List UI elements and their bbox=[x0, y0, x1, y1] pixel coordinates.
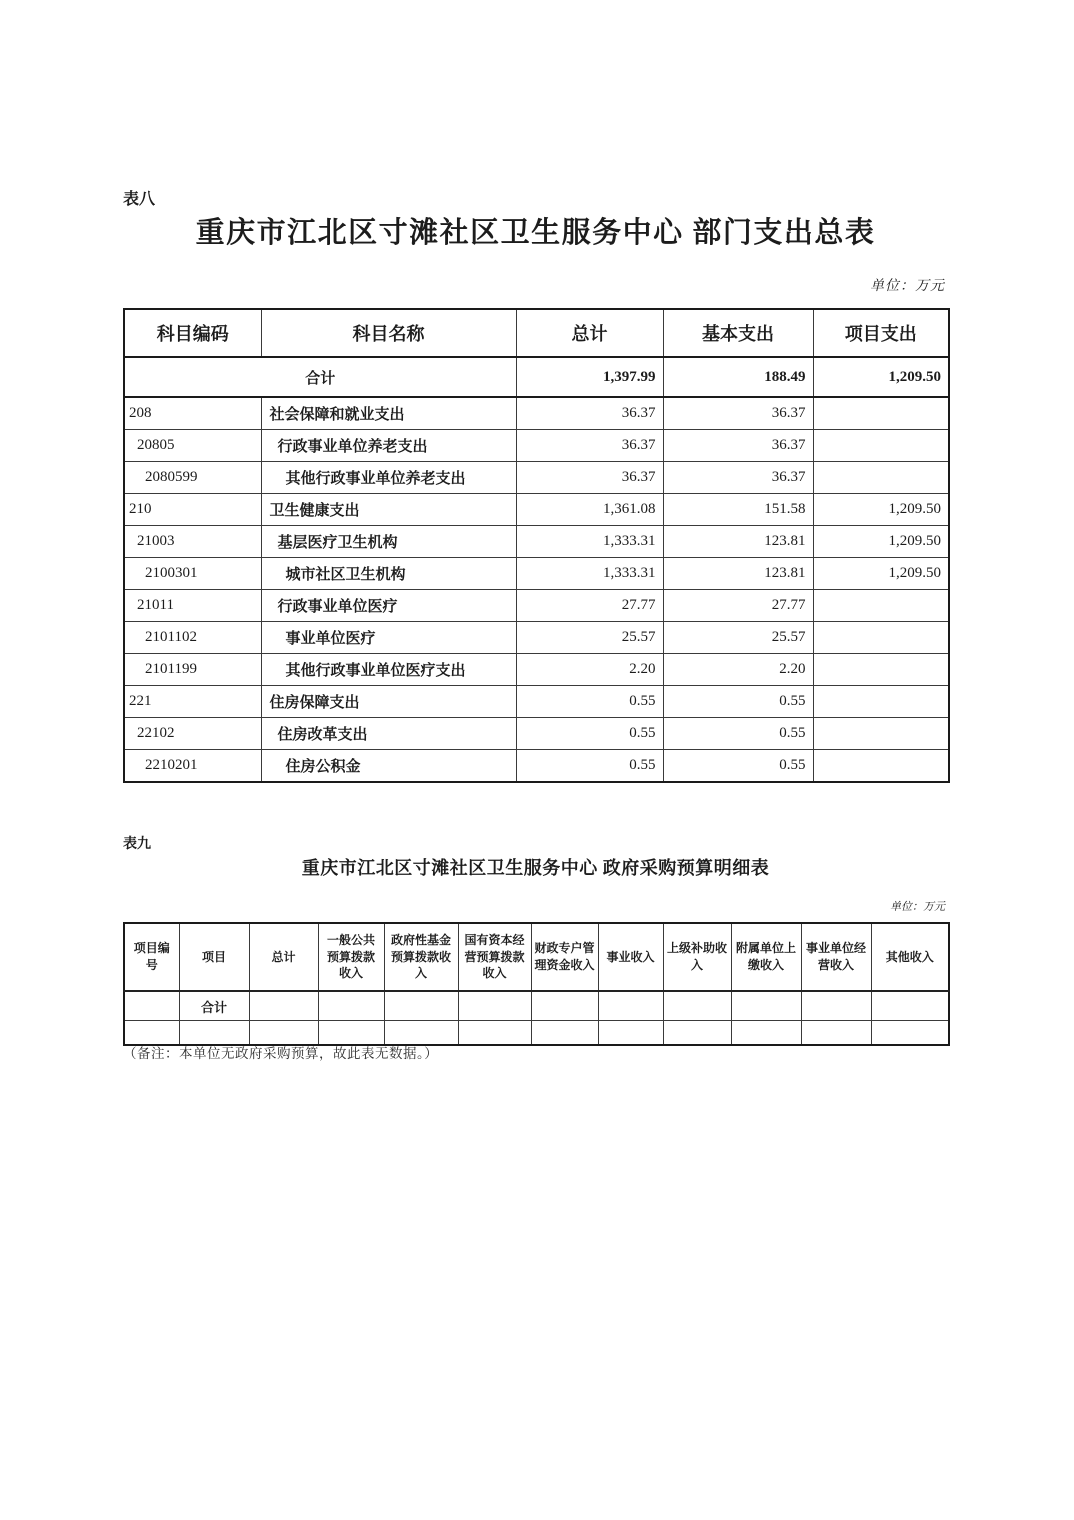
table8-unit-label: 单位：万元 bbox=[870, 279, 945, 294]
table9-column-header-2: 总计 bbox=[249, 923, 318, 991]
empty-cell bbox=[731, 991, 801, 1021]
subject-code-cell: 2210201 bbox=[124, 750, 261, 783]
table9-column-header-3: 一般公共预算拨款收入 bbox=[318, 923, 384, 991]
basic-value-cell: 151.58 bbox=[663, 494, 813, 526]
project-value-cell bbox=[813, 686, 949, 718]
subject-name-cell: 卫生健康支出 bbox=[261, 494, 516, 526]
project-value-cell: 1,209.50 bbox=[813, 558, 949, 590]
table-row bbox=[124, 654, 949, 686]
procurement-budget-table bbox=[123, 922, 950, 1046]
table9-column-header-7: 事业收入 bbox=[598, 923, 663, 991]
subject-name-cell: 住房保障支出 bbox=[261, 686, 516, 718]
footnote: （备注：本单位无政府采购预算，故此表无数据。） bbox=[123, 1046, 439, 1061]
table8-column-header-4: 项目支出 bbox=[813, 309, 949, 357]
table-row bbox=[124, 430, 949, 462]
table8-column-header-3: 基本支出 bbox=[663, 309, 813, 357]
basic-value-cell: 36.37 bbox=[663, 430, 813, 462]
table-row bbox=[124, 397, 949, 430]
table9-header-row bbox=[124, 923, 949, 991]
basic-value-cell: 25.57 bbox=[663, 622, 813, 654]
table9-column-header-8: 上级补助收入 bbox=[663, 923, 731, 991]
empty-cell bbox=[598, 1021, 663, 1046]
table9-total-label: 合计 bbox=[179, 991, 249, 1021]
table9-column-header-4: 政府性基金预算拨款收入 bbox=[384, 923, 458, 991]
table-row bbox=[124, 622, 949, 654]
table9-column-header-1: 项目 bbox=[179, 923, 249, 991]
project-value-cell bbox=[813, 397, 949, 430]
table-row bbox=[124, 494, 949, 526]
table9-column-header-11: 其他收入 bbox=[871, 923, 949, 991]
empty-cell bbox=[384, 991, 458, 1021]
subject-code-cell: 22102 bbox=[124, 718, 261, 750]
subject-code-cell: 2100301 bbox=[124, 558, 261, 590]
subject-name-cell: 住房公积金 bbox=[261, 750, 516, 783]
table8-column-header-0: 科目编码 bbox=[124, 309, 261, 357]
table8-total-basic: 188.49 bbox=[663, 357, 813, 397]
subject-name-cell: 其他行政事业单位养老支出 bbox=[261, 462, 516, 494]
empty-cell bbox=[801, 1021, 871, 1046]
subject-name-cell: 城市社区卫生机构 bbox=[261, 558, 516, 590]
expenditure-summary-table bbox=[123, 308, 950, 783]
empty-cell bbox=[458, 1021, 531, 1046]
table9-column-header-0: 项目编号 bbox=[124, 923, 179, 991]
project-value-cell bbox=[813, 718, 949, 750]
table-row bbox=[124, 526, 949, 558]
table8-total-total: 1,397.99 bbox=[516, 357, 663, 397]
table-row bbox=[124, 686, 949, 718]
total-value-cell: 25.57 bbox=[516, 622, 663, 654]
subject-code-cell: 21003 bbox=[124, 526, 261, 558]
table8-body bbox=[124, 397, 949, 782]
basic-value-cell: 36.37 bbox=[663, 462, 813, 494]
subject-code-cell: 20805 bbox=[124, 430, 261, 462]
subject-name-cell: 行政事业单位医疗 bbox=[261, 590, 516, 622]
table9-column-header-9: 附属单位上缴收入 bbox=[731, 923, 801, 991]
basic-value-cell: 0.55 bbox=[663, 718, 813, 750]
basic-value-cell: 36.37 bbox=[663, 397, 813, 430]
table8-column-header-2: 总计 bbox=[516, 309, 663, 357]
empty-cell bbox=[801, 991, 871, 1021]
empty-cell bbox=[124, 991, 179, 1021]
project-value-cell bbox=[813, 430, 949, 462]
empty-cell bbox=[663, 991, 731, 1021]
total-value-cell: 36.37 bbox=[516, 462, 663, 494]
project-value-cell bbox=[813, 750, 949, 783]
table9-title: 重庆市江北区寸滩社区卫生服务中心 政府采购预算明细表 bbox=[301, 858, 770, 878]
subject-name-cell: 行政事业单位养老支出 bbox=[261, 430, 516, 462]
table8-total-project: 1,209.50 bbox=[813, 357, 949, 397]
empty-cell bbox=[458, 991, 531, 1021]
total-value-cell: 36.37 bbox=[516, 430, 663, 462]
total-value-cell: 0.55 bbox=[516, 718, 663, 750]
basic-value-cell: 123.81 bbox=[663, 526, 813, 558]
total-value-cell: 0.55 bbox=[516, 686, 663, 718]
subject-code-cell: 2101102 bbox=[124, 622, 261, 654]
project-value-cell: 1,209.50 bbox=[813, 526, 949, 558]
basic-value-cell: 2.20 bbox=[663, 654, 813, 686]
empty-cell bbox=[249, 991, 318, 1021]
table9-column-header-5: 国有资本经营预算拨款收入 bbox=[458, 923, 531, 991]
total-value-cell: 1,333.31 bbox=[516, 558, 663, 590]
table9-unit-label: 单位：万元 bbox=[890, 901, 945, 913]
table8-column-header-1: 科目名称 bbox=[261, 309, 516, 357]
table8-total-row bbox=[124, 357, 949, 397]
table9-tag: 表九 bbox=[123, 837, 151, 852]
table8-header-row bbox=[124, 309, 949, 357]
empty-cell bbox=[871, 991, 949, 1021]
table8-title: 重庆市江北区寸滩社区卫生服务中心 部门支出总表 bbox=[195, 217, 876, 249]
table-row bbox=[124, 462, 949, 494]
empty-cell bbox=[531, 1021, 598, 1046]
subject-code-cell: 21011 bbox=[124, 590, 261, 622]
subject-code-cell: 210 bbox=[124, 494, 261, 526]
project-value-cell bbox=[813, 462, 949, 494]
table-row bbox=[124, 558, 949, 590]
basic-value-cell: 27.77 bbox=[663, 590, 813, 622]
empty-cell bbox=[731, 1021, 801, 1046]
project-value-cell: 1,209.50 bbox=[813, 494, 949, 526]
subject-name-cell: 其他行政事业单位医疗支出 bbox=[261, 654, 516, 686]
basic-value-cell: 0.55 bbox=[663, 750, 813, 783]
subject-code-cell: 221 bbox=[124, 686, 261, 718]
empty-cell bbox=[318, 991, 384, 1021]
project-value-cell bbox=[813, 590, 949, 622]
total-value-cell: 0.55 bbox=[516, 750, 663, 783]
empty-cell bbox=[598, 991, 663, 1021]
empty-cell bbox=[531, 991, 598, 1021]
project-value-cell bbox=[813, 654, 949, 686]
table9-column-header-10: 事业单位经营收入 bbox=[801, 923, 871, 991]
table-row bbox=[124, 718, 949, 750]
total-value-cell: 1,333.31 bbox=[516, 526, 663, 558]
subject-name-cell: 住房改革支出 bbox=[261, 718, 516, 750]
empty-cell bbox=[871, 1021, 949, 1046]
total-value-cell: 27.77 bbox=[516, 590, 663, 622]
table9-total-row bbox=[124, 991, 949, 1021]
empty-cell bbox=[663, 1021, 731, 1046]
basic-value-cell: 123.81 bbox=[663, 558, 813, 590]
subject-code-cell: 2101199 bbox=[124, 654, 261, 686]
table-row bbox=[124, 590, 949, 622]
total-value-cell: 2.20 bbox=[516, 654, 663, 686]
table-row bbox=[124, 750, 949, 783]
subject-name-cell: 社会保障和就业支出 bbox=[261, 397, 516, 430]
subject-code-cell: 208 bbox=[124, 397, 261, 430]
table8-total-label: 合计 bbox=[124, 357, 516, 397]
subject-name-cell: 事业单位医疗 bbox=[261, 622, 516, 654]
project-value-cell bbox=[813, 622, 949, 654]
basic-value-cell: 0.55 bbox=[663, 686, 813, 718]
subject-code-cell: 2080599 bbox=[124, 462, 261, 494]
table9-column-header-6: 财政专户管理资金收入 bbox=[531, 923, 598, 991]
total-value-cell: 1,361.08 bbox=[516, 494, 663, 526]
total-value-cell: 36.37 bbox=[516, 397, 663, 430]
subject-name-cell: 基层医疗卫生机构 bbox=[261, 526, 516, 558]
table8-tag: 表八 bbox=[123, 191, 156, 208]
